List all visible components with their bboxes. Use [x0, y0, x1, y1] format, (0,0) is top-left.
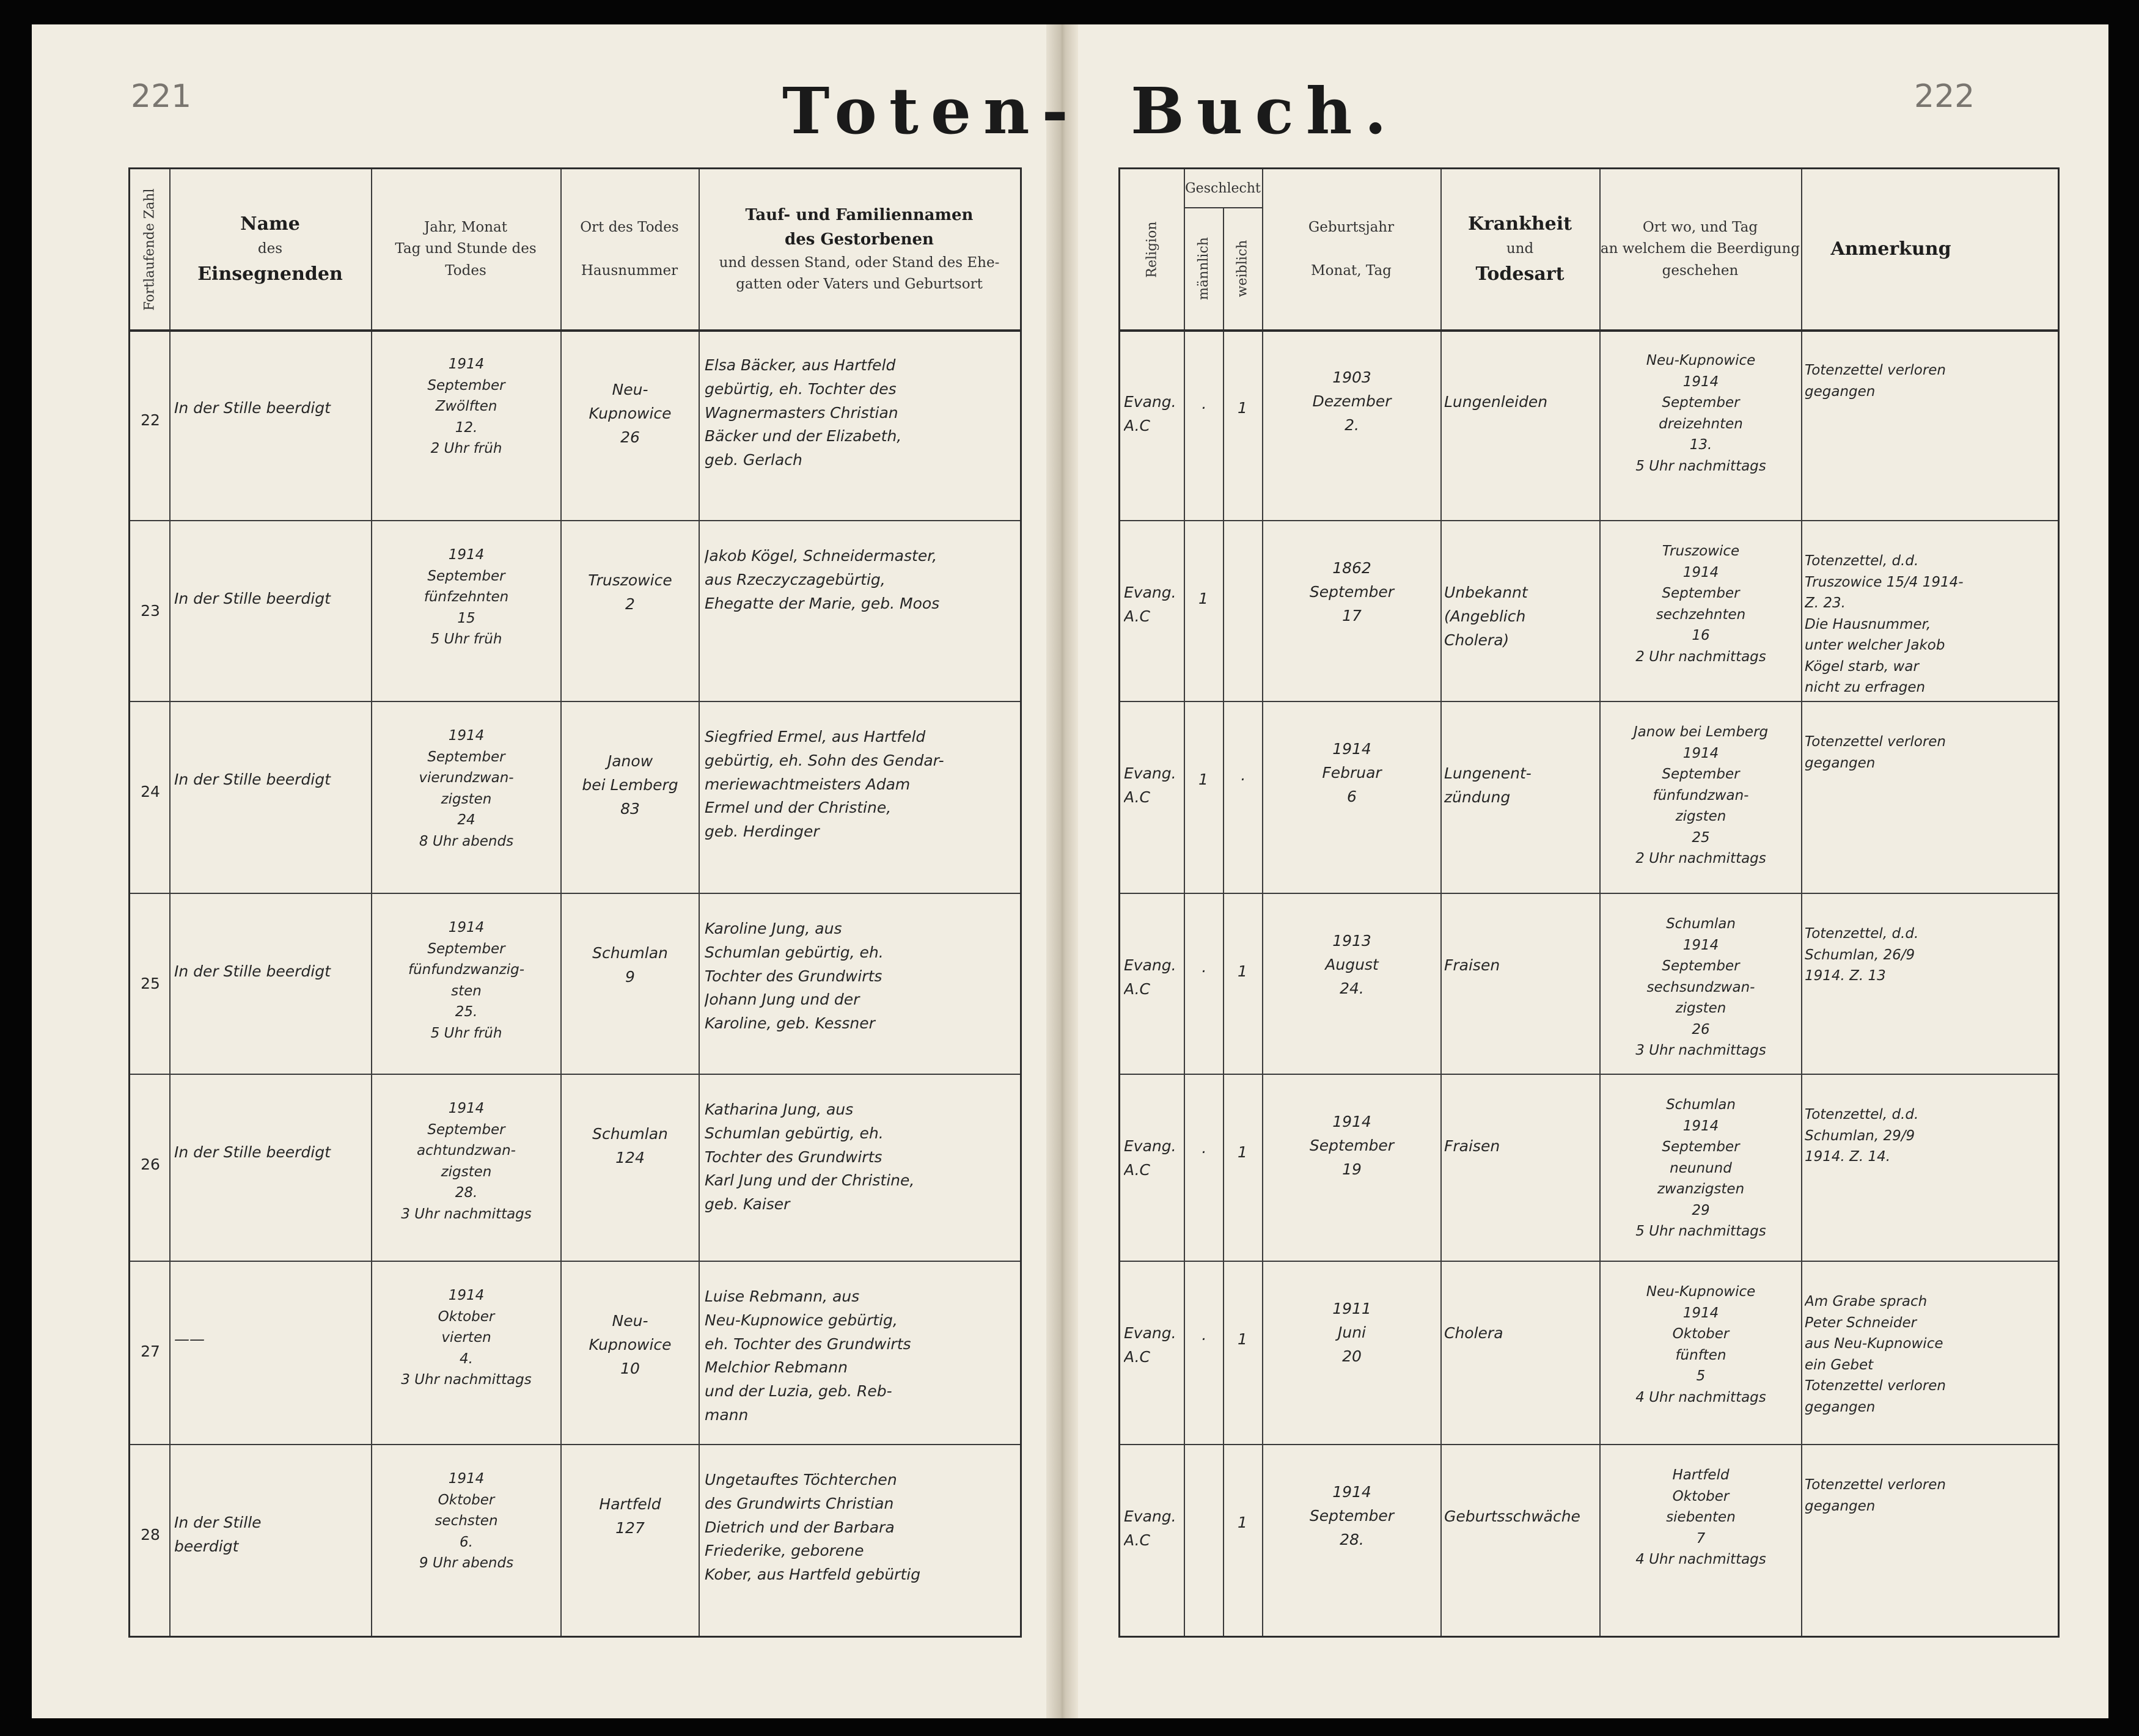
register-table-right — [1118, 167, 2060, 1638]
remarks-cell: Totenzettel, d.d. Schumlan, 29/9 1914. Z. 14. — [1805, 1107, 1919, 1165]
death-place-cell: Neu- Kupnowice 10 — [589, 1312, 672, 1377]
header-deceased-name: Tauf- und Familiennamen des Gestorbenen und dessen Stand, oder Stand des Ehe- gatten oder Vaters und Geburtsort — [719, 206, 1000, 293]
remarks-cell: Am Grabe sprach Peter Schneider aus Neu-Kupnowice ein Gebet Totenzettel verloren gegangen — [1805, 1294, 1946, 1415]
death-place-cell: Janow bei Lemberg 83 — [582, 752, 678, 818]
row-number: 27 — [141, 1342, 160, 1360]
header-female: weiblich — [1235, 240, 1250, 297]
book-gutter — [1046, 24, 1078, 1718]
burial-cell: Janow bei Lemberg 1914 September fünfundzwan- zigsten 25 2 Uhr nachmittags — [1633, 724, 1769, 866]
religion-cell: Evang. A.C — [1124, 1137, 1176, 1179]
birth-date-cell: 1862 September 17 — [1309, 559, 1395, 624]
cause-of-death-cell: Geburtsschwäche — [1444, 1507, 1580, 1525]
remarks-cell: Totenzettel, d.d. Truszowice 15/4 1914- Z. 23. Die Hausnummer, unter welcher Jakob Kögel starb, war nicht zu erfragen — [1805, 553, 1964, 695]
burial-cell: Truszowice 1914 September sechzehnten 16 2 Uhr nachmittags — [1635, 543, 1766, 665]
birth-date-cell: 1914 Februar 6 — [1322, 740, 1382, 805]
officiant-cell: In der Stille beerdigt — [174, 1143, 331, 1161]
header-row-number: Fortlaufende Zahl — [142, 188, 158, 311]
birth-date-cell: 1913 August 24. — [1325, 932, 1379, 997]
religion-cell: Evang. A.C — [1124, 1507, 1176, 1549]
religion-cell: Evang. A.C — [1124, 956, 1176, 998]
female-mark: 1 — [1238, 1330, 1247, 1348]
female-mark: 1 — [1238, 1514, 1247, 1531]
religion-cell: Evang. A.C — [1124, 584, 1176, 625]
header-religion: Religion — [1144, 221, 1160, 278]
death-place-cell: Truszowice 2 — [588, 571, 672, 613]
death-place-cell: Schumlan 124 — [592, 1125, 668, 1166]
burial-cell: Neu-Kupnowice 1914 September dreizehnten 13. 5 Uhr nachmittags — [1635, 353, 1766, 474]
officiant-cell: In der Stille beerdigt — [174, 399, 331, 417]
religion-cell: Evang. A.C — [1124, 393, 1176, 434]
death-date-cell: 1914 Oktober sechsten 6. 9 Uhr abends — [419, 1471, 514, 1571]
birth-date-cell: 1914 September 28. — [1309, 1483, 1395, 1548]
row-number: 25 — [141, 975, 160, 992]
death-date-cell: 1914 Oktober vierten 4. 3 Uhr nachmittags — [401, 1287, 532, 1388]
burial-cell: Neu-Kupnowice 1914 Oktober fünften 5 4 Uhr nachmittags — [1635, 1284, 1766, 1405]
deceased-name-cell: Elsa Bäcker, aus Hartfeld gebürtig, eh. Tochter des Wagnermasters Christian Bäcker und der Elizabeth, geb. Gerlach — [705, 356, 902, 469]
religion-cell: Evang. A.C — [1124, 764, 1176, 806]
page-number-right: 222 — [1914, 78, 1975, 115]
birth-date-cell: 1911 Juni 20 — [1332, 1300, 1371, 1365]
deceased-name-cell: Luise Rebmann, aus Neu-Kupnowice gebürtig, eh. Tochter des Grundwirts Melchior Rebmann und der Luzia, geb. Reb- mann — [705, 1287, 911, 1424]
remarks-cell: Totenzettel verloren gegangen — [1805, 362, 1946, 400]
book-title-right: Buch. — [1131, 73, 1399, 148]
death-place-cell: Hartfeld 127 — [599, 1495, 661, 1537]
header-death-place: Ort des Todes Hausnummer — [580, 219, 679, 279]
page-number-left: 221 — [131, 78, 192, 115]
row-number: 23 — [141, 602, 160, 620]
cause-of-death-cell: Fraisen — [1444, 1137, 1500, 1155]
death-date-cell: 1914 September fünfzehnten 15 5 Uhr früh — [424, 547, 509, 647]
burial-cell: Schumlan 1914 September neunund zwanzigsten 29 5 Uhr nachmittags — [1635, 1097, 1766, 1239]
cause-of-death-cell: Fraisen — [1444, 956, 1500, 974]
female-mark: 1 — [1238, 962, 1247, 980]
officiant-cell: In der Stille beerdigt — [174, 1514, 262, 1555]
register-table-left — [128, 167, 1022, 1638]
female-mark: 1 — [1238, 1143, 1247, 1161]
male-mark: · — [1201, 1143, 1206, 1161]
row-number: 22 — [141, 411, 160, 429]
male-mark: · — [1201, 1330, 1206, 1348]
header-officiant: Name des Einsegnenden — [197, 213, 343, 285]
row-number: 24 — [141, 783, 160, 800]
cause-of-death-cell: Unbekannt (Angeblich Cholera) — [1444, 584, 1528, 649]
remarks-cell: Totenzettel verloren gegangen — [1805, 1477, 1946, 1514]
officiant-cell: In der Stille beerdigt — [174, 771, 331, 788]
male-mark: · — [1201, 399, 1206, 417]
officiant-cell: —— — [174, 1330, 205, 1348]
row-number: 28 — [141, 1526, 160, 1544]
officiant-cell: In der Stille beerdigt — [174, 962, 331, 980]
male-mark: · — [1201, 962, 1206, 980]
deceased-name-cell: Jakob Kögel, Schneidermaster, aus Rzeczyczagebürtig, Ehegatte der Marie, geb. Moos — [705, 547, 940, 612]
cause-of-death-cell: Lungenent- zündung — [1444, 764, 1532, 806]
death-date-cell: 1914 September achtundzwan- zigsten 28. 3 Uhr nachmittags — [401, 1101, 532, 1222]
religion-cell: Evang. A.C — [1124, 1324, 1176, 1366]
remarks-cell: Totenzettel, d.d. Schumlan, 26/9 1914. Z. 13 — [1805, 926, 1919, 984]
death-date-cell: 1914 September Zwölften 12. 2 Uhr früh — [427, 356, 505, 456]
remarks-cell: Totenzettel verloren gegangen — [1805, 734, 1946, 771]
male-mark: 1 — [1198, 771, 1208, 788]
book-title-left: Toten- — [782, 73, 1081, 148]
death-date-cell: 1914 September vierundzwan- zigsten 24 8 Uhr abends — [419, 728, 514, 849]
burial-cell: Hartfeld Oktober siebenten 7 4 Uhr nachmittags — [1635, 1467, 1766, 1567]
male-mark: 1 — [1198, 590, 1208, 607]
death-date-cell: 1914 September fünfundzwanzig- sten 25. 5 Uhr früh — [408, 920, 525, 1041]
header-birth-date: Geburtsjahr Monat, Tag — [1308, 219, 1395, 279]
row-number: 26 — [141, 1156, 160, 1173]
header-male: männlich — [1195, 236, 1211, 300]
cause-of-death-cell: Lungenleiden — [1444, 393, 1548, 411]
burial-cell: Schumlan 1914 September sechsundzwan- zigsten 26 3 Uhr nachmittags — [1635, 916, 1766, 1058]
deceased-name-cell: Karoline Jung, aus Schumlan gebürtig, eh. Tochter des Grundwirts Johann Jung und der Karoline, geb. Kessner — [705, 920, 884, 1032]
officiant-cell: In der Stille beerdigt — [174, 590, 331, 607]
deceased-name-cell: Ungetauftes Töchterchen des Grundwirts Christian Dietrich und der Barbara Friederike, geborene Kober, aus Hartfeld gebürtig — [705, 1471, 921, 1583]
deceased-name-cell: Katharina Jung, aus Schumlan gebürtig, eh. Tochter des Grundwirts Karl Jung und der Christine, geb. Kaiser — [705, 1101, 915, 1213]
birth-date-cell: 1914 September 19 — [1309, 1113, 1395, 1178]
header-sex: Geschlecht — [1185, 180, 1261, 196]
death-place-cell: Schumlan 9 — [592, 944, 668, 986]
header-burial: Ort wo, und Tag an welchem die Beerdigung geschehen — [1600, 219, 1800, 279]
deceased-name-cell: Siegfried Ermel, aus Hartfeld gebürtig, eh. Sohn des Gendar- meriewachtmeisters Adam Ermel und der Christine, geb. Herdinger — [705, 728, 944, 840]
female-mark: · — [1240, 771, 1245, 788]
birth-date-cell: 1903 Dezember 2. — [1312, 368, 1392, 434]
header-death-date: Jahr, Monat Tag und Stunde des Todes — [395, 219, 537, 279]
header-remarks: Anmerkung — [1830, 238, 1951, 260]
cause-of-death-cell: Cholera — [1444, 1324, 1503, 1342]
female-mark: 1 — [1238, 399, 1247, 417]
header-cause-of-death: Krankheit und Todesart — [1467, 213, 1572, 285]
death-place-cell: Neu- Kupnowice 26 — [589, 381, 672, 446]
